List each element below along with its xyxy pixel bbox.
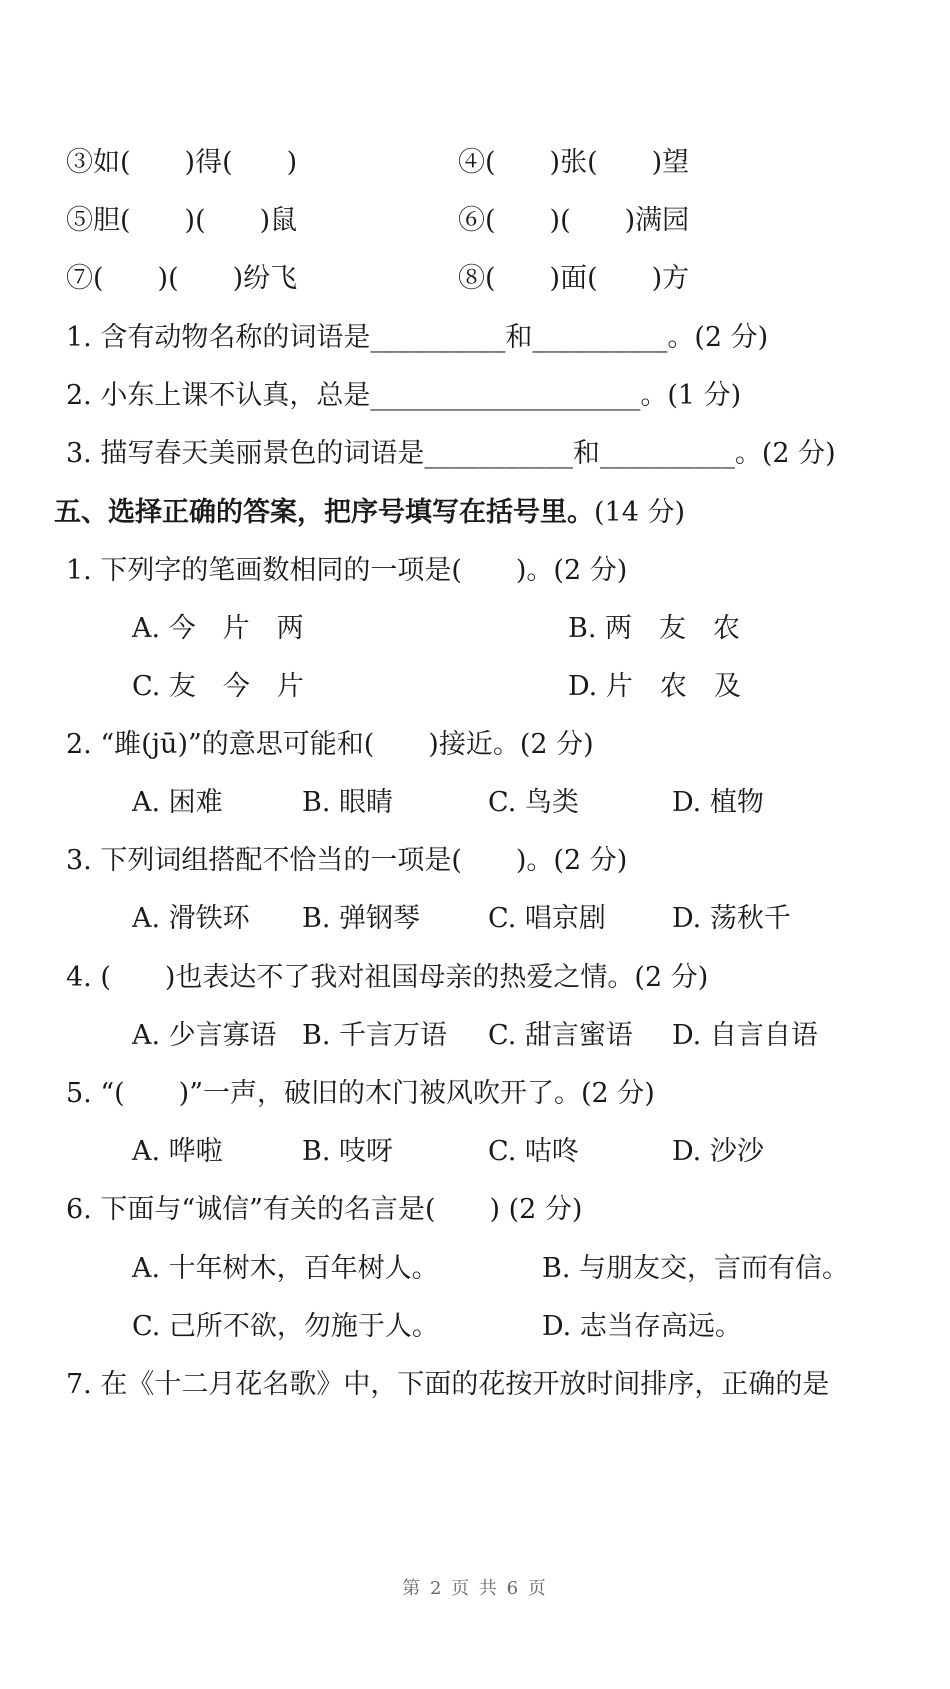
question-5-option-d: D. 沙沙 bbox=[672, 1136, 764, 1167]
question-6-option-d: D. 志当存高远。 bbox=[542, 1311, 742, 1342]
idiom-question-3: 3. 描写春天美丽景色的词语是___________和__________。(2 分) bbox=[66, 438, 836, 469]
question-4-option-a: A. 少言寡语 bbox=[132, 1020, 277, 1051]
question-5-option-c: C. 咕咚 bbox=[488, 1136, 579, 1167]
idiom-question-2: 2. 小东上课不认真，总是____________________。(1 分) bbox=[66, 380, 742, 411]
idiom-7: ⑦( )( )纷飞 bbox=[66, 263, 298, 294]
question-1-option-a: A. 今 片 两 bbox=[132, 613, 304, 644]
question-2-stem: 2. “雎(jū)”的意思可能和( )接近。(2 分) bbox=[66, 729, 594, 760]
question-6-stem: 6. 下面与“诚信”有关的名言是( ) (2 分) bbox=[66, 1194, 583, 1225]
question-1-option-d: D. 片 农 及 bbox=[568, 671, 741, 702]
question-3-option-a: A. 滑铁环 bbox=[132, 903, 250, 934]
section-title: 五、选择正确的答案，把序号填写在括号里。 bbox=[54, 497, 594, 528]
question-2-option-c: C. 鸟类 bbox=[488, 787, 579, 818]
question-6-option-b: B. 与朋友交，言而有信。 bbox=[542, 1253, 850, 1284]
question-3-option-d: D. 荡秋千 bbox=[672, 903, 791, 934]
question-3-stem: 3. 下列词组搭配不恰当的一项是( )。(2 分) bbox=[66, 845, 628, 876]
question-5-stem: 5. “( )”一声，破旧的木门被风吹开了。(2 分) bbox=[66, 1078, 655, 1109]
question-3-option-c: C. 唱京剧 bbox=[488, 903, 606, 934]
section-heading bbox=[54, 496, 685, 530]
question-2-option-d: D. 植物 bbox=[672, 787, 764, 818]
question-1-stem: 1. 下列字的笔画数相同的一项是( )。(2 分) bbox=[66, 555, 628, 586]
idiom-4: ④( )张( )望 bbox=[458, 147, 690, 178]
question-3-option-b: B. 弹钢琴 bbox=[302, 903, 421, 934]
idiom-3: ③如( )得( ) bbox=[66, 147, 298, 178]
question-4-option-c: C. 甜言蜜语 bbox=[488, 1020, 633, 1051]
question-5-option-b: B. 吱呀 bbox=[302, 1136, 394, 1167]
idiom-5: ⑤胆( )( )鼠 bbox=[66, 205, 298, 236]
page-footer: 第 2 页 共 6 页 bbox=[402, 1578, 548, 1599]
question-6-option-a: A. 十年树木，百年树人。 bbox=[132, 1253, 439, 1284]
question-4-stem: 4. ( )也表达不了我对祖国母亲的热爱之情。(2 分) bbox=[66, 962, 709, 993]
question-4-option-b: B. 千言万语 bbox=[302, 1020, 448, 1051]
question-1-option-b: B. 两 友 农 bbox=[568, 613, 741, 644]
question-1-option-c: C. 友 今 片 bbox=[132, 671, 304, 702]
question-7-stem: 7. 在《十二月花名歌》中，下面的花按开放时间排序，正确的是 bbox=[66, 1369, 830, 1400]
idiom-question-1: 1. 含有动物名称的词语是__________和__________。(2 分) bbox=[66, 322, 769, 353]
idiom-6: ⑥( )( )满园 bbox=[458, 205, 690, 236]
idiom-8: ⑧( )面( )方 bbox=[458, 263, 690, 294]
question-2-option-a: A. 困难 bbox=[132, 787, 223, 818]
question-4-option-d: D. 自言自语 bbox=[672, 1020, 818, 1051]
question-6-option-c: C. 己所不欲，勿施于人。 bbox=[132, 1311, 439, 1342]
section-score: (14 分) bbox=[594, 497, 686, 528]
question-2-option-b: B. 眼睛 bbox=[302, 787, 394, 818]
question-5-option-a: A. 哗啦 bbox=[132, 1136, 223, 1167]
